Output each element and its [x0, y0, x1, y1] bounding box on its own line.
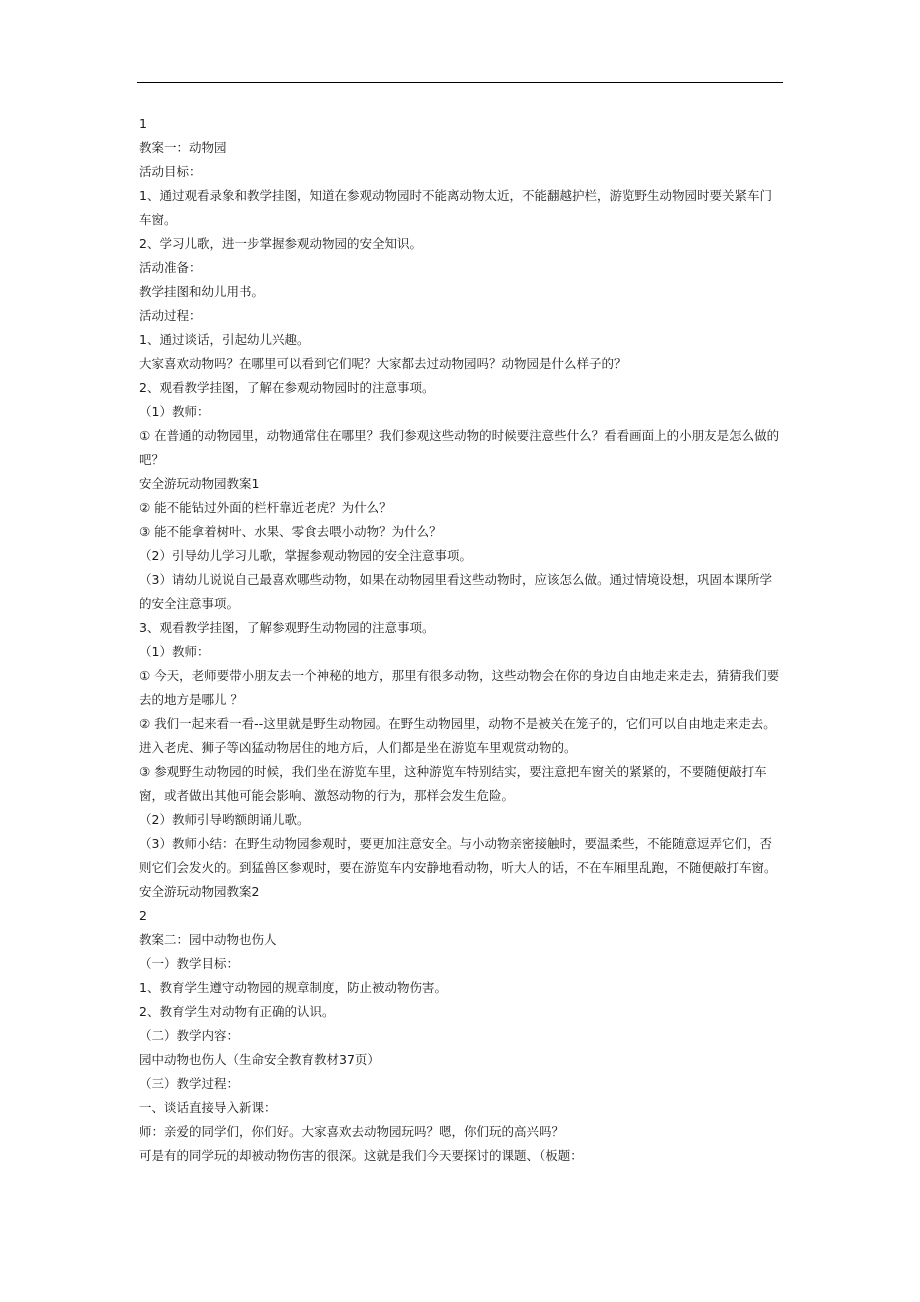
header-rule — [137, 82, 783, 83]
lesson-label: 安全游玩动物园教案2 — [139, 884, 260, 899]
paragraph: ③ 参观野生动物园的时候，我们坐在游览车里，这种游览车特别结实，要注意把车窗关的紧紧的，不要随便敲打车窗，或者做出其他可能会影响、激怒动物的行为，那样会发生危险。 — [139, 764, 767, 803]
paragraph: （3）教师小结：在野生动物园参观时，要更加注意安全。与小动物亲密接触时，要温柔些，不能随意逗弄它们，否则它们会发火的。到猛兽区参观时，要在游览车内安静地看动物，听大人的话，不在车厢里乱跑，不随便敲打车窗。 — [139, 836, 777, 875]
heading: （三）教学过程： — [139, 1076, 240, 1091]
paragraph: 3、观看教学挂图，了解参观野生动物园的注意事项。 — [139, 620, 435, 635]
paragraph: 1、通过谈话，引起幼儿兴趣。 — [139, 332, 310, 347]
paragraph: 大家喜欢动物吗？在哪里可以看到它们呢？大家都去过动物园吗？动物园是什么样子的？ — [139, 356, 627, 371]
heading: 活动过程： — [139, 308, 202, 323]
paragraph: 师：亲爱的同学们，你们好。大家喜欢去动物园玩吗？嗯，你们玩的高兴吗？ — [139, 1124, 565, 1139]
paragraph: 园中动物也伤人（生命安全教育教材37页） — [139, 1052, 380, 1067]
paragraph: ① 在普通的动物园里，动物通常住在哪里？我们参观这些动物的时候要注意些什么？看看画面上的小朋友是怎么做的吧？ — [139, 428, 780, 467]
heading: 活动目标： — [139, 164, 202, 179]
paragraph: 1、教育学生遵守动物园的规章制度，防止被动物伤害。 — [139, 980, 447, 995]
paragraph: （2）引导幼儿学习儿歌，掌握参观动物园的安全注意事项。 — [139, 548, 472, 563]
paragraph: （3）请幼儿说说自己最喜欢哪些动物，如果在动物园里看这些动物时，应该怎么做。通过情境设想，巩固本课所学的安全注意事项。 — [139, 572, 772, 611]
paragraph: 教学挂图和幼儿用书。 — [139, 284, 265, 299]
paragraph: 2、观看教学挂图，了解在参观动物园时的注意事项。 — [139, 380, 435, 395]
lesson-title: 教案二：园中动物也伤人 — [139, 932, 277, 947]
paragraph: （2）教师引导哟额朗诵儿歌。 — [139, 812, 310, 827]
paragraph: ③ 能不能拿着树叶、水果、零食去喂小动物？为什么？ — [139, 524, 442, 539]
paragraph: 可是有的同学玩的却被动物伤害的很深。这就是我们今天要探讨的课题、（板题： — [139, 1148, 583, 1163]
paragraph: （1）教师： — [139, 404, 210, 419]
paragraph: 2、教育学生对动物有正确的认识。 — [139, 1004, 335, 1019]
heading: （二）教学内容： — [139, 1028, 240, 1043]
heading: 活动准备： — [139, 260, 202, 275]
lesson-title: 教案一：动物园 — [139, 140, 227, 155]
paragraph: ② 我们一起来看一看--这里就是野生动物园。在野生动物园里，动物不是被关在笼子的，它们可以自由地走来走去。进入老虎、狮子等凶猛动物居住的地方后，人们都是坐在游览车里观赏动物的。 — [139, 716, 776, 755]
paragraph: ② 能不能钻过外面的栏杆靠近老虎？为什么？ — [139, 500, 392, 515]
heading: （一）教学目标： — [139, 956, 240, 971]
paragraph: （1）教师： — [139, 644, 210, 659]
section-number: 1 — [139, 116, 147, 131]
lesson-label: 安全游玩动物园教案1 — [139, 476, 260, 491]
paragraph: 一、谈话直接导入新课： — [139, 1100, 277, 1115]
section-number: 2 — [139, 908, 147, 923]
paragraph: ① 今天，老师要带小朋友去一个神秘的地方，那里有很多动物，这些动物会在你的身边自由地走来走去，猜猜我们要去的地方是哪儿 ？ — [139, 668, 780, 707]
document-body — [139, 112, 783, 1168]
paragraph: 2、学习儿歌，进一步掌握参观动物园的安全知识。 — [139, 236, 422, 251]
paragraph: 1、通过观看录象和教学挂图，知道在参观动物园时不能离动物太近，不能翻越护栏，游览野生动物园时要关紧车门车窗。 — [139, 188, 772, 227]
